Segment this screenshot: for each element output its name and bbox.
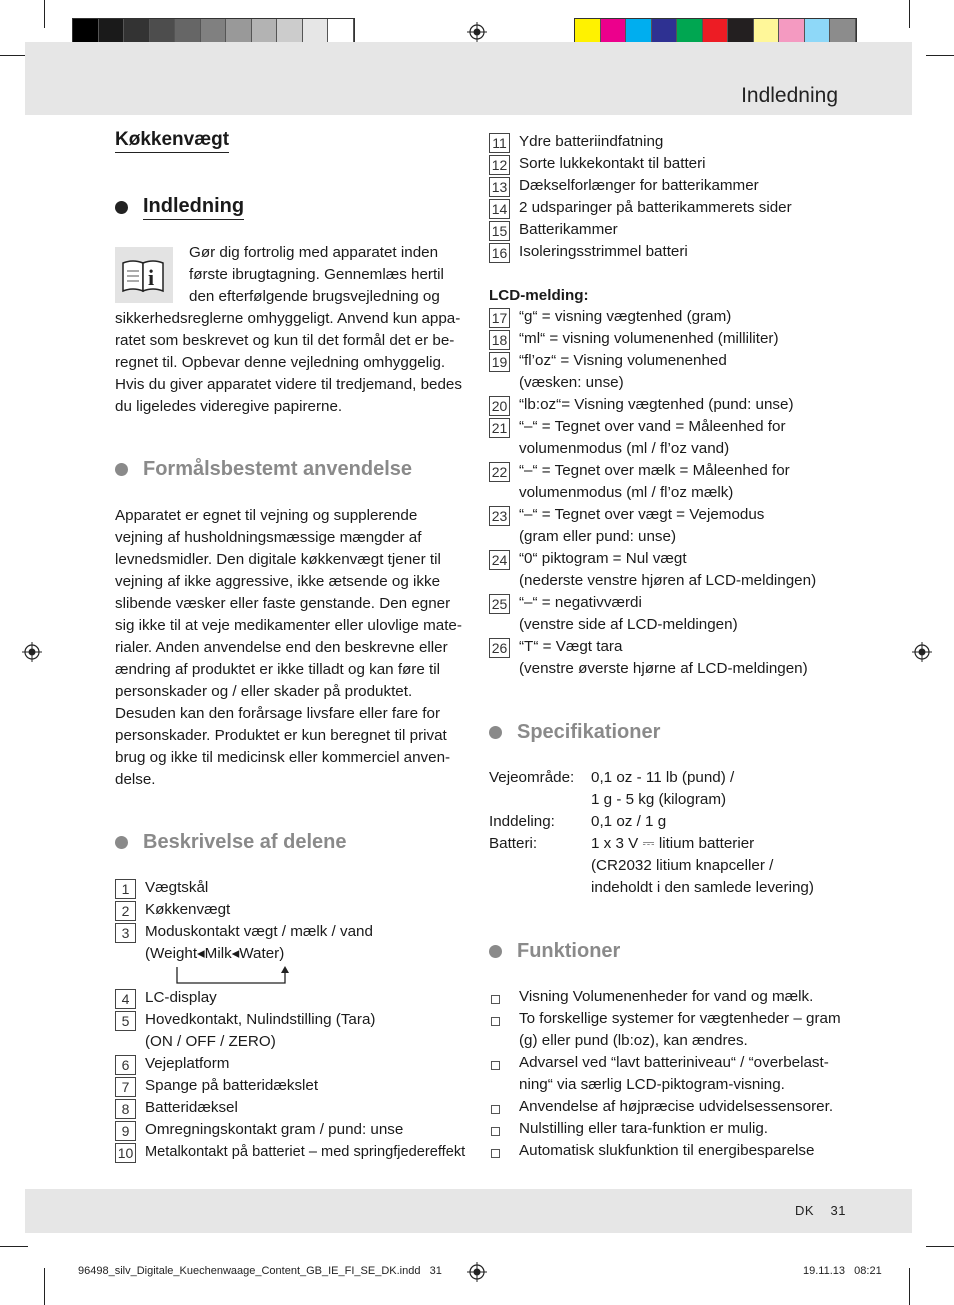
item-text: “g“ = visning vægtenhed (gram) bbox=[519, 308, 732, 325]
registration-mark-icon bbox=[467, 22, 487, 42]
item-number: 18 bbox=[489, 330, 510, 350]
imprint-filename: 96498_silv_Digitale_Kuechenwaage_Content_GB_IE_FI_SE_DK.indd 31 bbox=[78, 1265, 442, 1277]
item-text: “–“ = Tegnet over mælk = Måleenhed for bbox=[519, 462, 790, 479]
spec-label: Vejeområde: bbox=[489, 769, 575, 786]
item-text: Nulstilling eller tara-funktion er mulig. bbox=[519, 1120, 769, 1137]
section-bullet-icon bbox=[489, 726, 502, 739]
item-text: “fl’oz“ = Visning volumenenhed bbox=[519, 352, 727, 369]
crop-mark bbox=[909, 0, 910, 28]
crop-mark bbox=[0, 55, 28, 56]
item-number: 14 bbox=[489, 199, 510, 219]
list-item bbox=[115, 1075, 475, 1097]
text-line: brug og ikke til medicinsk eller kommerciel anven- bbox=[115, 749, 451, 766]
list-item bbox=[489, 131, 849, 153]
list-item bbox=[489, 197, 849, 219]
list-item bbox=[489, 1052, 849, 1096]
item-number: 20 bbox=[489, 396, 510, 416]
specs-table bbox=[489, 767, 849, 899]
item-text: “–“ = Tegnet over vægt = Vejemodus bbox=[519, 506, 765, 523]
item-text: (g) eller pund (lb:oz), kan ændres. bbox=[519, 1032, 748, 1049]
text-line: regnet til. Opbevar denne vejledning omhyggelig. bbox=[115, 354, 446, 371]
item-text: Sorte lukkekontakt til batteri bbox=[519, 155, 706, 172]
text-line: vejning af ikke aggressive, ikke ætsende og ikke bbox=[115, 573, 441, 590]
parts-list-continued bbox=[489, 131, 849, 263]
purpose-heading-text: Formålsbestemt anvendelse bbox=[143, 458, 412, 480]
checkbox-square-icon bbox=[491, 995, 500, 1004]
list-item bbox=[489, 460, 849, 504]
item-text: Hovedkontakt, Nulindstilling (Tara) bbox=[145, 1011, 376, 1028]
spec-row bbox=[489, 833, 849, 899]
spec-value: 0,1 oz / 1 g bbox=[591, 813, 667, 830]
checkbox-square-icon bbox=[491, 1061, 500, 1070]
list-item bbox=[489, 504, 849, 548]
item-number: 13 bbox=[489, 177, 510, 197]
spec-value: 1 x 3 V ⎓ litium batterier bbox=[591, 835, 755, 852]
specs-heading bbox=[489, 721, 660, 744]
list-item bbox=[115, 1053, 475, 1075]
text-line: levnedsmidler. Den digitale køkkenvægt tjener til bbox=[115, 551, 441, 568]
section-bullet-icon bbox=[115, 836, 128, 849]
item-number: 2 bbox=[115, 901, 136, 921]
spec-row bbox=[489, 767, 849, 811]
item-text: “–“ = Tegnet over vand = Måleenhed for bbox=[519, 418, 786, 435]
item-text: Metalkontakt på batteriet – med springfjedereffekt bbox=[145, 1144, 466, 1160]
checkbox-square-icon bbox=[491, 1127, 500, 1136]
item-text: Dækselforlænger for batterikammer bbox=[519, 177, 759, 194]
item-text: (ON / OFF / ZERO) bbox=[145, 1033, 276, 1050]
item-text: Spange på batteridækslet bbox=[145, 1077, 319, 1094]
item-number: 1 bbox=[115, 879, 136, 899]
list-item bbox=[489, 306, 849, 328]
intro-heading bbox=[115, 195, 244, 220]
item-number: 8 bbox=[115, 1099, 136, 1119]
list-item bbox=[489, 1008, 849, 1052]
list-item bbox=[489, 1118, 849, 1140]
parts-heading-text: Beskrivelse af delene bbox=[143, 831, 347, 853]
text-line: den efterfølgende brugsvejledning og bbox=[189, 288, 440, 305]
item-text: Moduskontakt vægt / mælk / vand bbox=[145, 923, 373, 940]
item-text: (venstre side af LCD-meldingen) bbox=[519, 616, 738, 633]
list-item bbox=[115, 987, 475, 1009]
text-line: slibende væsker eller faste genstande. Den egner bbox=[115, 595, 451, 612]
imprint-date: 19.11.13 08:21 bbox=[803, 1265, 882, 1277]
item-text: Ydre batteriindfatning bbox=[519, 133, 664, 150]
text-line: rialer. Anden anvendelse end den beskrevne eller bbox=[115, 639, 448, 656]
item-number: 24 bbox=[489, 550, 510, 570]
list-item bbox=[489, 350, 849, 394]
section-bullet-icon bbox=[489, 945, 502, 958]
item-number: 4 bbox=[115, 989, 136, 1009]
list-item bbox=[489, 986, 849, 1008]
section-bullet-icon bbox=[115, 463, 128, 476]
item-text: Omregningskontakt gram / pund: unse bbox=[145, 1121, 404, 1138]
list-item bbox=[115, 1097, 475, 1119]
item-text: Isoleringsstrimmel batteri bbox=[519, 243, 688, 260]
text-line: vejning af husholdningsmæssige mængder af bbox=[115, 529, 422, 546]
list-item bbox=[489, 328, 849, 350]
specs-heading-text: Specifikationer bbox=[517, 721, 661, 743]
list-item bbox=[489, 394, 849, 416]
spec-value: indeholdt i den samlede levering) bbox=[591, 879, 814, 896]
item-text: “0“ piktogram = Nul vægt bbox=[519, 550, 687, 567]
item-number: 16 bbox=[489, 243, 510, 263]
text-line: du ligeledes videregive papirerne. bbox=[115, 398, 343, 415]
list-item bbox=[115, 877, 475, 899]
list-item bbox=[489, 636, 849, 680]
purpose-heading bbox=[115, 458, 412, 481]
item-number: 12 bbox=[489, 155, 510, 175]
item-number: 26 bbox=[489, 638, 510, 658]
item-text: Køkkenvægt bbox=[145, 901, 231, 918]
list-item bbox=[489, 241, 849, 263]
footer-band bbox=[25, 1189, 912, 1233]
product-title-text: Køkkenvægt bbox=[115, 129, 229, 153]
page-title: Indledning bbox=[741, 84, 838, 107]
mode-cycle-arrow-icon bbox=[175, 965, 295, 987]
item-number: 22 bbox=[489, 462, 510, 482]
item-number: 6 bbox=[115, 1055, 136, 1075]
list-item bbox=[489, 219, 849, 241]
item-number: 7 bbox=[115, 1077, 136, 1097]
list-item bbox=[489, 175, 849, 197]
registration-mark-icon bbox=[912, 642, 932, 662]
text-line: sikkerhedsreglerne omhyggeligt. Anvend kun appa- bbox=[115, 310, 461, 327]
text-line: ratet som beskrevet og kun til det formål det er be- bbox=[115, 332, 455, 349]
text-line: Desuden kan den forårsage livsfare eller fare for bbox=[115, 705, 441, 722]
text-line: personskader og / eller skader på produktet. bbox=[115, 683, 413, 700]
purpose-paragraph bbox=[115, 505, 480, 791]
item-text: “lb:oz“= Visning vægtenhed (pund: unse) bbox=[519, 396, 794, 413]
registration-mark-icon bbox=[467, 1262, 487, 1282]
info-book-icon bbox=[115, 247, 173, 303]
crop-mark bbox=[926, 1246, 954, 1247]
text-line: Gør dig fortrolig med apparatet inden bbox=[189, 244, 439, 261]
spec-value: 0,1 oz - 11 lb (pund) / bbox=[591, 769, 735, 786]
list-item bbox=[489, 592, 849, 636]
item-text: volumenmodus (ml / fl’oz vand) bbox=[519, 440, 730, 457]
item-number: 19 bbox=[489, 352, 510, 372]
list-item bbox=[489, 548, 849, 592]
text-line: ændring af produktet er ikke tilladt og kan føre til bbox=[115, 661, 441, 678]
lcd-heading: LCD-melding: bbox=[489, 287, 589, 304]
item-text: Anvendelse af højpræcise udvidelsessensorer. bbox=[519, 1098, 834, 1115]
list-item bbox=[115, 1119, 475, 1141]
spec-value: 1 g - 5 kg (kilogram) bbox=[591, 791, 727, 808]
spec-row bbox=[489, 811, 849, 833]
list-item bbox=[489, 1096, 849, 1118]
page-number: DK 31 bbox=[795, 1203, 846, 1218]
spec-label: Batteri: bbox=[489, 835, 538, 852]
list-item bbox=[115, 921, 475, 987]
list-item bbox=[489, 1140, 849, 1162]
text-line: Apparatet er egnet til vejning og supplerende bbox=[115, 507, 418, 524]
item-text: volumenmodus (ml / fl’oz mælk) bbox=[519, 484, 734, 501]
intro-heading-text: Indledning bbox=[143, 195, 244, 220]
crop-mark bbox=[44, 1268, 45, 1305]
list-item bbox=[115, 1009, 475, 1053]
item-text: Batterikammer bbox=[519, 221, 618, 238]
crop-mark bbox=[909, 1268, 910, 1305]
item-text: “ml“ = visning volumenenhed (milliliter) bbox=[519, 330, 779, 347]
item-text: (væsken: unse) bbox=[519, 374, 624, 391]
checkbox-square-icon bbox=[491, 1149, 500, 1158]
item-text: ning“ via særlig LCD-piktogram-visning. bbox=[519, 1076, 785, 1093]
item-number: 10 bbox=[115, 1143, 136, 1163]
item-number: 25 bbox=[489, 594, 510, 614]
text-line: Hvis du giver apparatet videre til tredjemand, bedes bbox=[115, 376, 462, 393]
item-text: To forskellige systemer for vægtenheder – gram bbox=[519, 1010, 841, 1027]
item-text: (gram eller pund: unse) bbox=[519, 528, 677, 545]
item-text: (venstre øverste hjørne af LCD-meldingen) bbox=[519, 660, 808, 677]
item-number: 9 bbox=[115, 1121, 136, 1141]
item-number: 15 bbox=[489, 221, 510, 241]
spec-value: (CR2032 litium knapceller / bbox=[591, 857, 774, 874]
list-item bbox=[115, 1141, 475, 1163]
item-number: 21 bbox=[489, 418, 510, 438]
parts-list bbox=[115, 877, 475, 1163]
list-item bbox=[489, 153, 849, 175]
list-item bbox=[489, 416, 849, 460]
item-text: (nederste venstre hjøren af LCD-meldingen) bbox=[519, 572, 817, 589]
crop-mark bbox=[0, 1246, 28, 1247]
item-number: 23 bbox=[489, 506, 510, 526]
checkbox-square-icon bbox=[491, 1017, 500, 1026]
text-line: personskader. Produktet er kun beregnet til privat bbox=[115, 727, 447, 744]
item-number: 11 bbox=[489, 133, 510, 153]
text-line: første ibrugtagning. Gennemlæs hertil bbox=[189, 266, 444, 283]
list-item bbox=[115, 899, 475, 921]
item-text: “–“ = negativværdi bbox=[519, 594, 642, 611]
spec-label: Inddeling: bbox=[489, 813, 555, 830]
crop-mark bbox=[926, 55, 954, 56]
item-number: 17 bbox=[489, 308, 510, 328]
intro-paragraph-cont bbox=[115, 308, 475, 418]
registration-mark-icon bbox=[22, 642, 42, 662]
section-bullet-icon bbox=[115, 201, 128, 214]
parts-heading bbox=[115, 831, 346, 854]
item-text: Automatisk slukfunktion til energibesparelse bbox=[519, 1142, 815, 1159]
item-text: Vejeplatform bbox=[145, 1055, 230, 1072]
item-text: 2 udsparinger på batterikammerets sider bbox=[519, 199, 792, 216]
lcd-list bbox=[489, 306, 849, 680]
functions-heading-text: Funktioner bbox=[517, 940, 621, 962]
text-line: sig ikke til at veje medikamenter eller ulovlige mate- bbox=[115, 617, 462, 634]
intro-paragraph bbox=[189, 242, 479, 308]
product-title bbox=[115, 129, 229, 153]
item-text: Visning Volumenenheder for vand og mælk. bbox=[519, 988, 814, 1005]
item-text: Advarsel ved “lavt batteriniveau“ / “overbelast- bbox=[519, 1054, 829, 1071]
item-text: Batteridæksel bbox=[145, 1099, 238, 1116]
item-text: “T“ = Vægt tara bbox=[519, 638, 623, 655]
text-line: delse. bbox=[115, 771, 156, 788]
item-number: 3 bbox=[115, 923, 136, 943]
functions-list bbox=[489, 986, 849, 1162]
item-number: 5 bbox=[115, 1011, 136, 1031]
item-text: Vægtskål bbox=[145, 879, 209, 896]
checkbox-square-icon bbox=[491, 1105, 500, 1114]
item-text: (Weight◂Milk◂Water) bbox=[145, 945, 285, 962]
svg-text:i: i bbox=[148, 265, 155, 290]
item-text: LC-display bbox=[145, 989, 217, 1006]
functions-heading bbox=[489, 940, 620, 963]
crop-mark bbox=[44, 0, 45, 28]
